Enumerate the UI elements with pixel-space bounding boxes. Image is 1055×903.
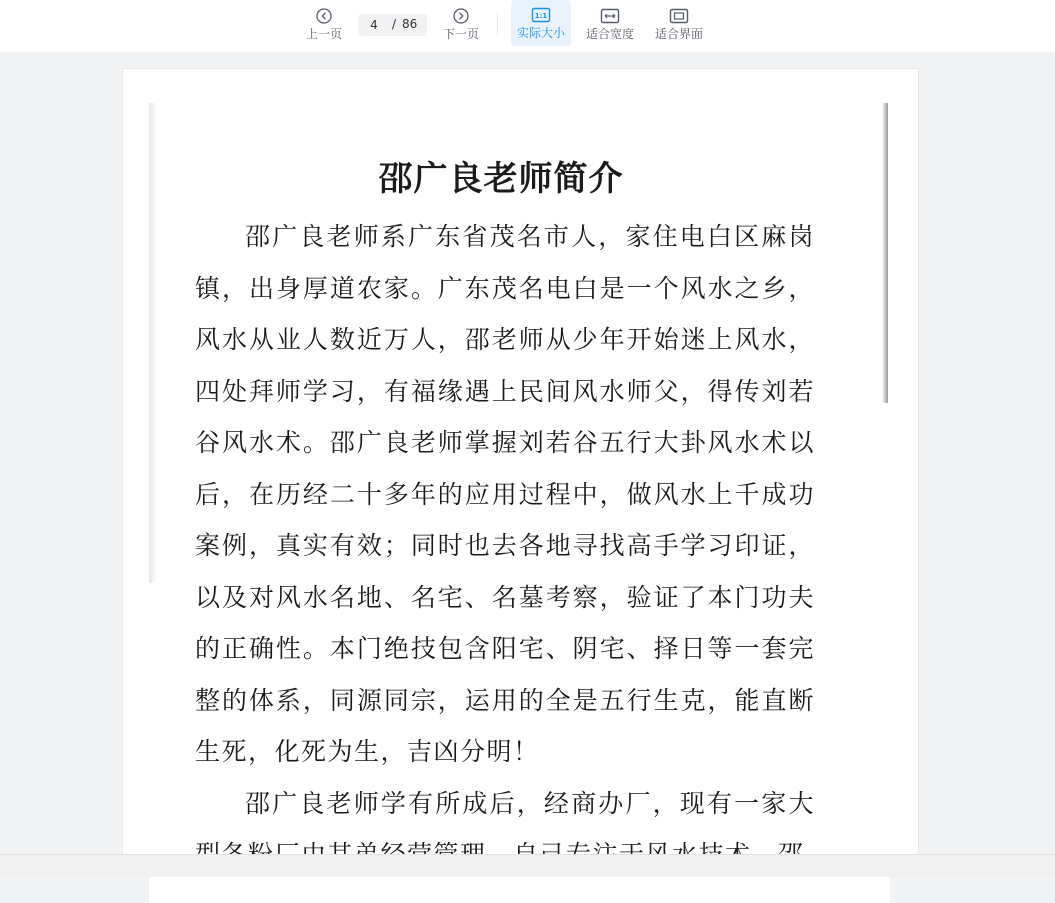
document-page <box>122 68 919 870</box>
scan-shadow-right <box>882 103 888 403</box>
horizontal-scrollbar[interactable] <box>0 854 1055 877</box>
next-page-button[interactable] <box>437 0 485 48</box>
prev-page-label: 上一页 <box>305 26 342 41</box>
one-to-one-icon <box>531 7 551 23</box>
total-pages: 86 <box>402 17 418 31</box>
prev-page-button[interactable] <box>300 0 348 48</box>
actual-size-button[interactable] <box>511 0 571 46</box>
paragraph: 邵广良老师学有所成后，经商办厂，现有一家大 <box>245 788 815 818</box>
fit-width-label: 适合宽度 <box>585 26 634 41</box>
svg-text:1:1: 1:1 <box>534 11 548 20</box>
page-separator: / <box>391 17 397 31</box>
current-page-input[interactable] <box>358 14 390 36</box>
chevron-right-circle-icon <box>453 8 469 24</box>
scanned-page-image <box>149 103 890 903</box>
actual-size-label: 实际大小 <box>516 25 565 40</box>
document-body <box>195 211 815 881</box>
fit-page-label: 适合界面 <box>654 26 703 41</box>
fit-width-icon <box>600 8 620 24</box>
chevron-left-circle-icon <box>316 8 332 24</box>
next-page-label: 下一页 <box>442 26 479 41</box>
fit-page-button[interactable] <box>651 0 707 48</box>
document-title: 邵广良老师简介 <box>378 159 624 199</box>
paragraph: 邵广良老师系广东省茂名市人，家住电白区麻岗镇，出身厚道农家。广东茂名电白是一个风水之乡，风水从业人数近万人，邵老师从少年开始迷上风水，四处拜师学习，有福缘遇上民间风水师父，得传刘若谷风水术。邵广良老师掌握刘若谷五行大卦风水术以后，在历经二十多年的应用过程中，做风水上千成功案例，真实有效；同时也去各地寻找高手学习印证，以及对风水名地、名宅、名墓考察，验证了本门功夫的正确性。本门绝技包含阳宅、阴宅、择日等一套完整的体系，同源同宗，运用的全是五行生克，能直断生死，化死为生，吉凶分明！ <box>195 222 815 766</box>
fit-width-button[interactable] <box>582 0 638 48</box>
fit-page-icon <box>669 8 689 24</box>
viewer-toolbar <box>0 0 1055 52</box>
toolbar-divider <box>497 13 498 35</box>
page-indicator <box>358 14 427 36</box>
document-viewer[interactable] <box>0 52 1055 854</box>
